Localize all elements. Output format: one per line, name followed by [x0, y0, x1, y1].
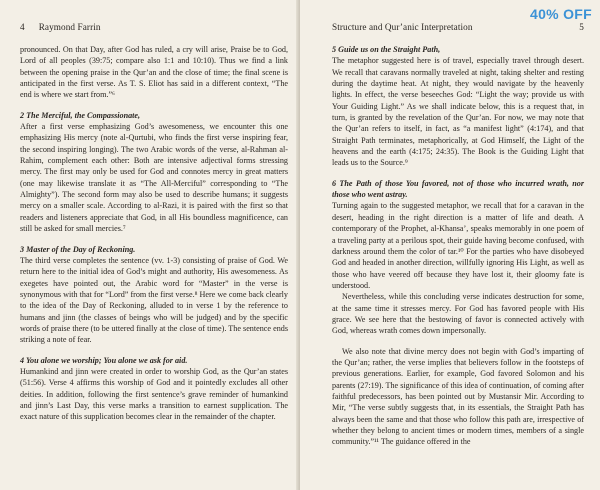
right-page-number: 5 [579, 22, 584, 32]
paragraph: pronounced. On that Day, after God has ruled, a cry will arise, Praise be to God, Lord of all peoples (39:75; compare also 1:1 and 10:10). Thus we find a link between the opening praise in the Qur’an and the close of time; the final scene is anticipated in the first verse. As T. S. Eliot has said in a different context, “The end is where we start from.”⁶ [20, 45, 288, 100]
right-page [300, 0, 600, 490]
left-page-number: 4 [20, 22, 25, 32]
right-title: Structure and Qur’anic Interpretation [332, 22, 473, 32]
right-page-text [332, 44, 584, 484]
section-heading: 5 Guide us on the Straight Path, [332, 45, 441, 54]
paragraph: Turning again to the suggested metaphor, we recall that for a caravan in the desert, heading in the right direction is a matter of life and death. A contemporary of the Prophet, al-Khansa’, speaks memorably in one poem of a traveling party at a perilous spot, their guide having become confused, with darkness around them the color of tar.¹⁰ For the parties who have disobeyed God and headed in another direction, willfully ignoring His Light, as well as those who have veered off because they have lost it, their gloomy fate is understood. [332, 201, 584, 290]
left-running-head [20, 22, 288, 32]
left-page-text [20, 44, 288, 484]
left-author: Raymond Farrin [38, 22, 101, 32]
paragraph: We also note that divine mercy does not begin with God’s imparting of the Qur’an; rather, the verse implies that believers follow in the footsteps of previous generations. Earlier, for example, God favored Solomon and his parents (27:19). The significance of this idea of continuation, of coming after faithful predecessors, has been pointed out by Mustansir Mir. According to Mir, “The verse subtly suggests that, in its essentials, the Straight Path has always been the same and that those who follow this path are, irrespective of whether they belong to ancient times or modern times, members of a single community.”¹¹ The guidance offered in the [332, 346, 584, 447]
section-heading: 6 The Path of those You favored, not of those who incurred wrath, nor those who went astray. [332, 178, 584, 200]
paragraph: The third verse completes the sentence (vv. 1-3) consisting of praise of God. We return here to the initial idea of God’s might and authority, His awesomeness. As exegetes have pointed out, the Arabic word for “Master” in the verse is synonymous with that for “Lord” from the first verse.⁸ Here we come back clearly to the idea of the Day of Reckoning, alluded to in verse 1 by the reference to humans and jinn (the classes of beings who will be judged) and by the specific words of praise there (to be uttered finally at the close of time). The sentence ends striking a note of fear. [20, 255, 288, 345]
paragraph: Nevertheless, while this concluding verse indicates destruction for some, at the same time it stresses mercy. For God has favored people with His grace. We see here that the bestowing of favor is connected actively with God, whereas wrath comes down impersonally. [332, 292, 584, 336]
paragraph: After a first verse emphasizing God’s awesomeness, we encounter this one emphasizing His mercy (note al-Qurtubi, who finds the first verse inspiring fear, the second inspiring longing). The two Arabic words of the verse, al-Rahman al-Rahim, complement each other: Both are intensive adjectival forms stressing mercy. The first may only be used for God and connotes mercy in great matters (one may likewise translate it as “The All-Merciful” corresponding to “The Almighty”). The second form may also be used to describe humans; it suggests mercy on a smaller scale. According to al-Razi, it is paired with the first so that readers and listeners appreciate that God, in all His boundless magnificence, can still be asked for small mercies.⁷ [20, 122, 288, 234]
section-heading: 2 The Merciful, the Compassionate, [20, 110, 141, 120]
paragraph: Humankind and jinn were created in order to worship God, as the Qur’an states (51:56). Verse 4 affirms this worship of God and it pointedly excludes all other deities. In addition, following the first sentence’s grave reminder of humankind and jinn’s Last Day, this verse marks a transition to earnest supplication. The exact nature of this supplication becomes clear in the remainder of the chapter. [20, 366, 288, 422]
section-heading: 4 You alone we worship; You alone we ask for aid. [20, 355, 188, 365]
paragraph: The metaphor suggested here is of travel, especially travel through desert. We recall that caravans normally traveled at night, taking shelter and resting during the daytime heat. At night, they would navigate by the heavenly lights. In effect, the verse beseeches God: “Light the way; provide us with Your Guiding Light.” As we shall indicate below, this is a request that, in turn, is granted by the revelation of the Qur’an. For now, we may note that the Qur’an refers to itself, in fact, as “a manifest light” (4:174), and that Straight Path terminates, metaphorically, at God Himself, the Light of the heavens and the earth (4:175; 24:35). The Book is the Guiding Light that leads us to the Source.⁹ [332, 56, 584, 168]
discount-badge[interactable]: 40% OFF [529, 6, 592, 22]
section-heading: 3 Master of the Day of Reckoning. [20, 244, 136, 254]
right-running-head [332, 22, 584, 32]
